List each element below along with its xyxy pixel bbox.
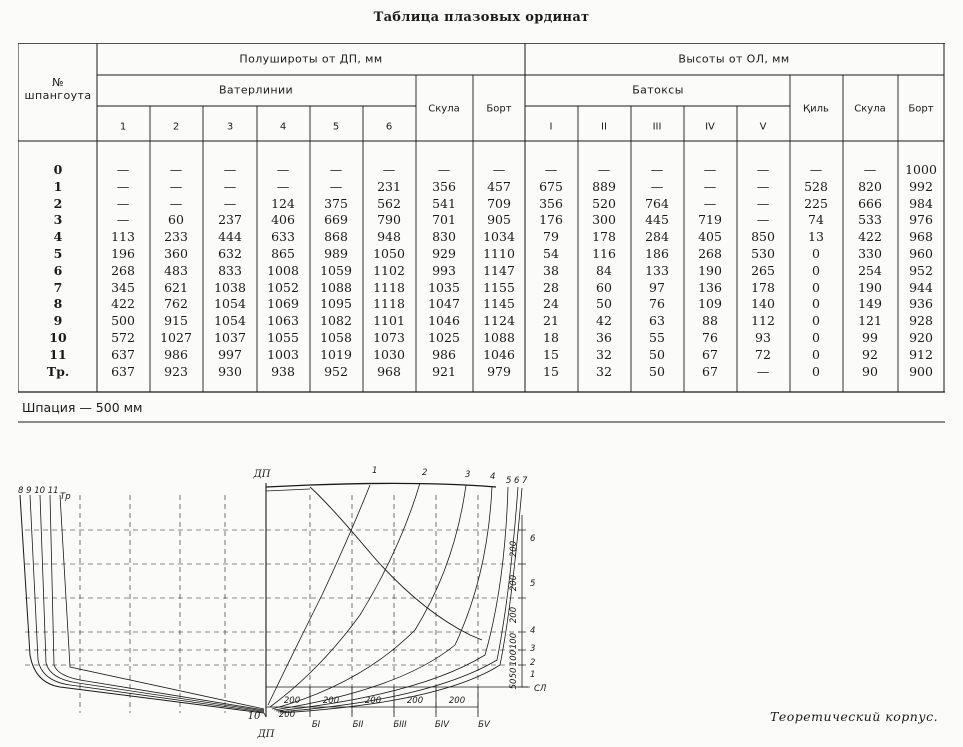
table-cell: 112 bbox=[751, 313, 775, 329]
buttocks-header: Батоксы bbox=[632, 83, 684, 97]
table-cell: 968 bbox=[377, 363, 401, 379]
table-cell: 938 bbox=[271, 363, 295, 379]
height-label-4: 100 bbox=[509, 632, 519, 650]
spacing-label-1: 200 bbox=[283, 696, 301, 706]
table-cell: 72 bbox=[755, 346, 771, 362]
col-header-b1: I bbox=[549, 121, 553, 133]
table-cell: 60 bbox=[596, 279, 612, 295]
waterline-mark-5: 5 bbox=[530, 579, 536, 589]
table-cell: 406 bbox=[271, 212, 295, 228]
grid-lines-right bbox=[266, 495, 520, 713]
col-header-wl6: 6 bbox=[385, 121, 393, 133]
table-cell: — bbox=[756, 178, 770, 194]
table-cell: 1054 bbox=[214, 313, 246, 329]
table-cell: 42 bbox=[596, 313, 612, 329]
table-cell: 905 bbox=[487, 212, 511, 228]
waterline-mark-2: 2 bbox=[530, 658, 536, 668]
table-cell: 572 bbox=[111, 330, 135, 345]
waterlines-header: Ватерлинии bbox=[218, 83, 294, 97]
row-frame-label: 1 bbox=[53, 178, 63, 194]
table-cell: 330 bbox=[858, 246, 882, 261]
table-cell: 637 bbox=[111, 346, 135, 362]
section-label-1: 1 bbox=[372, 466, 378, 476]
buttock-label-5: БV bbox=[478, 720, 490, 730]
table-cell: 356 bbox=[432, 178, 456, 194]
table-cell: 190 bbox=[698, 262, 722, 278]
row-frame-label: Тр. bbox=[46, 363, 70, 379]
col-header-b2: II bbox=[601, 121, 607, 133]
grid-lines-left bbox=[25, 495, 266, 713]
table-cell: 0 bbox=[812, 346, 820, 362]
table-cell: 375 bbox=[324, 195, 348, 211]
col-header-b4: IV bbox=[705, 121, 715, 133]
table-cell: — bbox=[169, 178, 183, 194]
table-cell: 992 bbox=[909, 178, 933, 194]
table-cell: 928 bbox=[909, 313, 933, 329]
height-label-5: 100 bbox=[509, 649, 519, 667]
waterline-mark-6: 6 bbox=[530, 534, 536, 544]
table-cell: — bbox=[544, 162, 558, 177]
row-frame-label: 8 bbox=[53, 296, 63, 312]
table-cell: — bbox=[437, 162, 451, 177]
table-cell: 0 bbox=[812, 330, 820, 345]
table-cell: 99 bbox=[862, 330, 878, 345]
height-label-3: 200 bbox=[509, 540, 519, 558]
table-cell: 915 bbox=[164, 313, 188, 329]
table-cell: 136 bbox=[698, 279, 722, 295]
table-cell: 850 bbox=[751, 229, 775, 245]
table-cell: — bbox=[329, 162, 343, 177]
table-cell: — bbox=[276, 178, 290, 194]
table-cell: 541 bbox=[432, 195, 456, 211]
table-cell: 1110 bbox=[483, 246, 515, 261]
table-cell: — bbox=[116, 195, 130, 211]
table-cell: 1095 bbox=[320, 296, 352, 312]
col-header-keel: Қиль bbox=[803, 103, 829, 115]
table-cell: 444 bbox=[218, 229, 242, 245]
table-cell: 968 bbox=[909, 229, 933, 245]
table-cell: 1030 bbox=[373, 346, 405, 362]
col-header-side-hb: Борт bbox=[486, 103, 512, 115]
col-header-wl5: 5 bbox=[332, 121, 340, 133]
table-cell: 533 bbox=[858, 212, 882, 228]
section-label-6: 6 bbox=[514, 476, 520, 486]
table-cell: — bbox=[223, 178, 237, 194]
row-frame-label: 6 bbox=[53, 262, 63, 278]
table-cell: 1019 bbox=[320, 346, 352, 362]
table-cell: 1155 bbox=[483, 279, 515, 295]
table-cell: 231 bbox=[377, 178, 401, 194]
table-cell: 190 bbox=[858, 279, 882, 295]
table-cell: 178 bbox=[751, 279, 775, 295]
table-cell: 833 bbox=[218, 262, 242, 278]
table-cell: 923 bbox=[164, 363, 188, 379]
table-cell: 15 bbox=[543, 346, 559, 362]
table-cell: 133 bbox=[645, 262, 669, 278]
table-cell: 55 bbox=[649, 330, 665, 345]
table-cell: — bbox=[169, 195, 183, 211]
table-cell: 669 bbox=[324, 212, 348, 228]
table-cell: 500 bbox=[111, 313, 135, 329]
table-cell: 176 bbox=[539, 212, 563, 228]
table-cell: 1101 bbox=[373, 313, 405, 329]
table-cell: — bbox=[756, 162, 770, 177]
table-cell: 1037 bbox=[214, 330, 246, 345]
table-cell: 28 bbox=[543, 279, 559, 295]
table-cell: 121 bbox=[858, 313, 882, 329]
table-cell: — bbox=[492, 162, 506, 177]
table-cell: — bbox=[223, 162, 237, 177]
table-cell: 979 bbox=[487, 363, 511, 379]
table-cell: — bbox=[329, 178, 343, 194]
table-cell: 0 bbox=[812, 363, 820, 379]
table-cell: 21 bbox=[543, 313, 559, 329]
frame-number-header: № шпангоута bbox=[24, 76, 92, 102]
table-cell: — bbox=[169, 162, 183, 177]
table-cell: 830 bbox=[432, 229, 456, 245]
body-plan-drawing bbox=[0, 455, 963, 747]
waterline-mark-1: 1 bbox=[530, 670, 536, 680]
centerline-label-bottom: ДП bbox=[257, 729, 275, 740]
col-header-b5: V bbox=[759, 121, 767, 133]
table-cell: 483 bbox=[164, 262, 188, 278]
height-label-1: 200 bbox=[509, 574, 519, 592]
table-cell: 0 bbox=[812, 246, 820, 261]
waterline-mark-3: 3 bbox=[530, 644, 536, 654]
table-cell: 79 bbox=[543, 229, 559, 245]
table-cell: 1069 bbox=[267, 296, 299, 312]
table-cell: — bbox=[116, 162, 130, 177]
table-cell: 254 bbox=[858, 262, 882, 278]
table-cell: 1047 bbox=[428, 296, 460, 312]
table-cell: 74 bbox=[808, 212, 824, 228]
table-cell: 356 bbox=[539, 195, 563, 211]
row-frame-label: 7 bbox=[53, 279, 63, 295]
table-cell: 944 bbox=[909, 279, 933, 295]
table-cell: 76 bbox=[649, 296, 665, 312]
table-cell: 90 bbox=[862, 363, 878, 379]
section-label-2: 2 bbox=[422, 468, 428, 478]
table-cell: 1058 bbox=[320, 330, 352, 345]
table-cell: — bbox=[703, 178, 717, 194]
table-cell: — bbox=[650, 178, 664, 194]
table-cell: 984 bbox=[909, 195, 933, 211]
table-cell: 952 bbox=[909, 262, 933, 278]
table-cell: — bbox=[863, 162, 877, 177]
table-cell: 345 bbox=[111, 279, 135, 295]
table-cell: 18 bbox=[543, 330, 559, 345]
table-cell: 92 bbox=[862, 346, 878, 362]
table-cell: 84 bbox=[596, 262, 612, 278]
row-frame-label: 11 bbox=[49, 346, 67, 362]
row-frame-label: 5 bbox=[53, 246, 63, 261]
centerline-label-top: ДП bbox=[253, 469, 271, 480]
table-cell: 97 bbox=[649, 279, 665, 295]
table-cell: 637 bbox=[111, 363, 135, 379]
frame-spacing-note: Шпация — 500 мм bbox=[22, 400, 143, 415]
table-cell: 997 bbox=[218, 346, 242, 362]
table-cell: 1145 bbox=[483, 296, 515, 312]
table-cell: — bbox=[650, 162, 664, 177]
table-cell: — bbox=[756, 363, 770, 379]
table-cell: 360 bbox=[164, 246, 188, 261]
spacing-label-5: 200 bbox=[448, 696, 466, 706]
table-cell: 1055 bbox=[267, 330, 299, 345]
offsets-table bbox=[18, 43, 945, 423]
table-cell: 63 bbox=[649, 313, 665, 329]
buttock-label-2: БII bbox=[352, 720, 364, 730]
table-cell: 1038 bbox=[214, 279, 246, 295]
table-cell: 952 bbox=[324, 363, 348, 379]
row-frame-label: 10 bbox=[49, 330, 67, 345]
height-label-7: 50 bbox=[509, 678, 519, 690]
table-cell: 50 bbox=[596, 296, 612, 312]
table-cell: 1054 bbox=[214, 296, 246, 312]
table-cell: 1073 bbox=[373, 330, 405, 345]
section-label-4: 4 bbox=[490, 472, 496, 482]
table-cell: 633 bbox=[271, 229, 295, 245]
table-cell: 989 bbox=[324, 246, 348, 261]
table-cell: 225 bbox=[804, 195, 828, 211]
table-cell: 709 bbox=[487, 195, 511, 211]
col-header-chine-h: Скула bbox=[854, 103, 886, 115]
half-breadths-header: Полушироты от ДП, мм bbox=[239, 52, 383, 66]
table-cell: 764 bbox=[645, 195, 669, 211]
table-cell: 1124 bbox=[483, 313, 515, 329]
table-cell: 1088 bbox=[483, 330, 515, 345]
table-cell: — bbox=[276, 162, 290, 177]
table-cell: 268 bbox=[111, 262, 135, 278]
col-header-chine-hb: Скула bbox=[428, 103, 460, 115]
buttock-label-1: БI bbox=[311, 720, 321, 730]
table-cell: 865 bbox=[271, 246, 295, 261]
heights-header: Высоты от ОЛ, мм bbox=[678, 52, 790, 66]
table-cell: 912 bbox=[909, 346, 933, 362]
table-cell: 0 bbox=[812, 262, 820, 278]
buttock-label-4: БIV bbox=[434, 720, 450, 730]
table-cell: 520 bbox=[592, 195, 616, 211]
table-cell: 993 bbox=[432, 262, 456, 278]
table-cell: 186 bbox=[645, 246, 669, 261]
height-label-6: 50 bbox=[509, 667, 519, 679]
row-frame-label: 9 bbox=[53, 313, 63, 329]
table-cell: 237 bbox=[218, 212, 242, 228]
table-cell: 38 bbox=[543, 262, 559, 278]
table-cell: — bbox=[703, 162, 717, 177]
table-cell: 124 bbox=[271, 195, 295, 211]
table-cell: 1046 bbox=[428, 313, 460, 329]
table-cell: 1000 bbox=[905, 162, 937, 177]
table-cell: 562 bbox=[377, 195, 401, 211]
table-cell: 1147 bbox=[483, 262, 515, 278]
table-cell: 986 bbox=[432, 346, 456, 362]
table-cell: 889 bbox=[592, 178, 616, 194]
table-cell: 790 bbox=[377, 212, 401, 228]
table-cell: 32 bbox=[596, 346, 612, 362]
table-cell: 300 bbox=[592, 212, 616, 228]
spacing-label-4: 200 bbox=[406, 696, 424, 706]
table-cell: 284 bbox=[645, 229, 669, 245]
table-cell: — bbox=[223, 195, 237, 211]
table-cell: — bbox=[809, 162, 823, 177]
table-cell: 0 bbox=[812, 313, 820, 329]
table-cell: 1003 bbox=[267, 346, 299, 362]
table-cell: 0 bbox=[812, 279, 820, 295]
table-cell: 632 bbox=[218, 246, 242, 261]
table-cell: 13 bbox=[808, 229, 824, 245]
aft-frames-label: 8 9 10 11 bbox=[18, 486, 59, 496]
table-title: Таблица плазовых ординат bbox=[373, 10, 590, 25]
table-cell: 54 bbox=[543, 246, 559, 261]
col-header-b3: III bbox=[652, 121, 662, 133]
table-cell: 936 bbox=[909, 296, 933, 312]
table-cell: 675 bbox=[539, 178, 563, 194]
table-cell: 1034 bbox=[483, 229, 515, 245]
table-cell: 36 bbox=[596, 330, 612, 345]
table-cell: — bbox=[703, 195, 717, 211]
table-cell: 140 bbox=[751, 296, 775, 312]
section-label-3: 3 bbox=[465, 470, 471, 480]
table-cell: 32 bbox=[596, 363, 612, 379]
table-cell: 930 bbox=[218, 363, 242, 379]
table-cell: — bbox=[597, 162, 611, 177]
table-cell: — bbox=[756, 212, 770, 228]
table-cell: 719 bbox=[698, 212, 722, 228]
table-cell: 666 bbox=[858, 195, 882, 211]
table-cell: 405 bbox=[698, 229, 722, 245]
table-cell: 900 bbox=[909, 363, 933, 379]
table-cell: 701 bbox=[432, 212, 456, 228]
table-cell: 24 bbox=[543, 296, 559, 312]
spacing-label-2: 200 bbox=[322, 696, 340, 706]
table-cell: 762 bbox=[164, 296, 188, 312]
section-label-7: 7 bbox=[522, 476, 528, 486]
table-cell: 948 bbox=[377, 229, 401, 245]
height-label-2: 200 bbox=[509, 606, 519, 624]
table-cell: 1027 bbox=[160, 330, 192, 345]
buttock-label-3: БIII bbox=[393, 720, 407, 730]
transom-label: Тр bbox=[60, 492, 71, 502]
table-cell: 1035 bbox=[428, 279, 460, 295]
table-cell: — bbox=[116, 212, 130, 228]
table-cell: 113 bbox=[111, 229, 135, 245]
table-cell: 1102 bbox=[373, 262, 405, 278]
table-cell: 445 bbox=[645, 212, 669, 228]
col-header-wl3: 3 bbox=[226, 121, 234, 133]
col-header-side-h: Борт bbox=[908, 103, 934, 115]
table-cell: 820 bbox=[858, 178, 882, 194]
table-cell: 109 bbox=[698, 296, 722, 312]
table-cell: 268 bbox=[698, 246, 722, 261]
table-cell: 986 bbox=[164, 346, 188, 362]
base-line-label: СЛ bbox=[534, 684, 547, 694]
table-grid bbox=[18, 43, 945, 423]
table-cell: 1025 bbox=[428, 330, 460, 345]
table-cell: 60 bbox=[168, 212, 184, 228]
drawing-caption: Теоретический корпус. bbox=[770, 709, 939, 724]
table-cell: — bbox=[116, 178, 130, 194]
table-cell: 1082 bbox=[320, 313, 352, 329]
table-cell: 1088 bbox=[320, 279, 352, 295]
table-cell: 929 bbox=[432, 246, 456, 261]
spacing-label-6: 200 bbox=[278, 710, 296, 720]
table-cell: 196 bbox=[111, 246, 135, 261]
table-cell: 88 bbox=[702, 313, 718, 329]
col-header-wl4: 4 bbox=[279, 121, 287, 133]
table-cell: 1046 bbox=[483, 346, 515, 362]
table-cell: 1008 bbox=[267, 262, 299, 278]
spacing-label-3: 200 bbox=[364, 696, 382, 706]
table-cell: 621 bbox=[164, 279, 188, 295]
table-cell: 233 bbox=[164, 229, 188, 245]
row-frame-label: 0 bbox=[53, 162, 63, 177]
table-cell: 921 bbox=[432, 363, 456, 379]
table-cell: 528 bbox=[804, 178, 828, 194]
waterline-mark-4: 4 bbox=[530, 626, 536, 636]
row-frame-label: 2 bbox=[53, 195, 63, 211]
table-cell: — bbox=[756, 195, 770, 211]
table-cell: 960 bbox=[909, 246, 933, 261]
table-cell: 265 bbox=[751, 262, 775, 278]
table-cell: 15 bbox=[543, 363, 559, 379]
row-frame-label: 4 bbox=[53, 229, 63, 245]
table-cell: 116 bbox=[592, 246, 616, 261]
table-cell: 149 bbox=[858, 296, 882, 312]
table-cell: 422 bbox=[858, 229, 882, 245]
table-cell: — bbox=[382, 162, 396, 177]
row-frame-label: 3 bbox=[53, 212, 63, 228]
table-cell: 457 bbox=[487, 178, 511, 194]
table-cell: 1118 bbox=[373, 279, 405, 295]
table-cell: 0 bbox=[812, 296, 820, 312]
col-header-wl1: 1 bbox=[119, 121, 127, 133]
table-cell: 178 bbox=[592, 229, 616, 245]
table-cell: 976 bbox=[909, 212, 933, 228]
table-cell: 1052 bbox=[267, 279, 299, 295]
col-header-wl2: 2 bbox=[172, 121, 180, 133]
table-cell: 67 bbox=[702, 363, 718, 379]
table-cell: 50 bbox=[649, 346, 665, 362]
table-cell: 920 bbox=[909, 330, 933, 345]
table-cell: 1059 bbox=[320, 262, 352, 278]
frame-10-label: 10 bbox=[247, 711, 261, 722]
table-cell: 530 bbox=[751, 246, 775, 261]
table-cell: 1063 bbox=[267, 313, 299, 329]
table-cell: 1050 bbox=[373, 246, 405, 261]
table-cell: 1118 bbox=[373, 296, 405, 312]
table-cell: 76 bbox=[702, 330, 718, 345]
table-cell: 422 bbox=[111, 296, 135, 312]
table-cell: 93 bbox=[755, 330, 771, 345]
table-cell: 50 bbox=[649, 363, 665, 379]
section-label-5: 5 bbox=[506, 476, 512, 486]
table-cell: 67 bbox=[702, 346, 718, 362]
table-cell: 868 bbox=[324, 229, 348, 245]
